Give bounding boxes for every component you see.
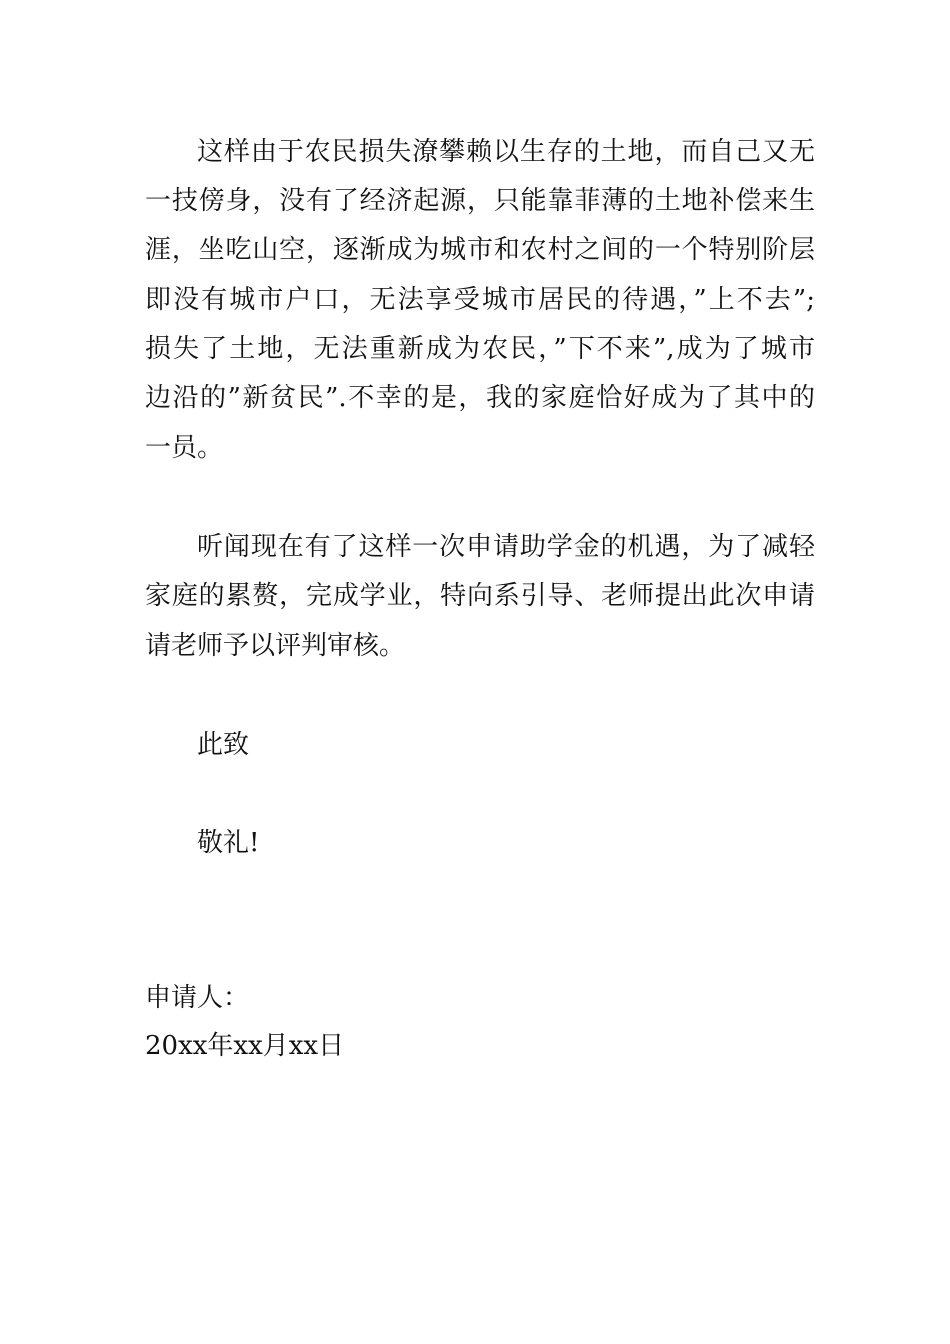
application-date: 20xx年xx月xx日	[145, 1031, 345, 1061]
closing-greeting: 此致	[197, 730, 250, 760]
paragraph-1-line-2: 一技傍身，没有了经济起源，只能靠菲薄的土地补偿来生	[145, 186, 815, 216]
paragraph-1-line-7: 一员。	[145, 433, 224, 463]
paragraph-1-line-3: 涯，坐吃山空，逐渐成为城市和农村之间的一个特别阶层	[145, 235, 815, 265]
paragraph-2-line-2: 家庭的累赘，完成学业，特向系引导、老师提出此次申请	[145, 581, 815, 611]
paragraph-1-line-1: 这样由于农民损失潦攀赖以生存的土地，而自己又无	[197, 137, 815, 167]
paragraph-2-line-3: 请老师予以评判审核。	[145, 631, 406, 661]
paragraph-1-line-4: 即没有城市户口，无法享受城市居民的待遇，”上不去”;	[145, 285, 815, 315]
closing-salute: 敬礼!	[197, 828, 260, 858]
paragraph-2-line-1: 听闻现在有了这样一次申请助学金的机遇，为了减轻	[197, 532, 815, 562]
paragraph-1-line-6: 边沿的”新贫民”.不幸的是，我的家庭恰好成为了其中的	[145, 383, 815, 413]
paragraph-1-line-5: 损失了土地，无法重新成为农民，”下不来”,成为了城市	[145, 334, 815, 364]
applicant-label: 申请人：	[145, 983, 250, 1013]
